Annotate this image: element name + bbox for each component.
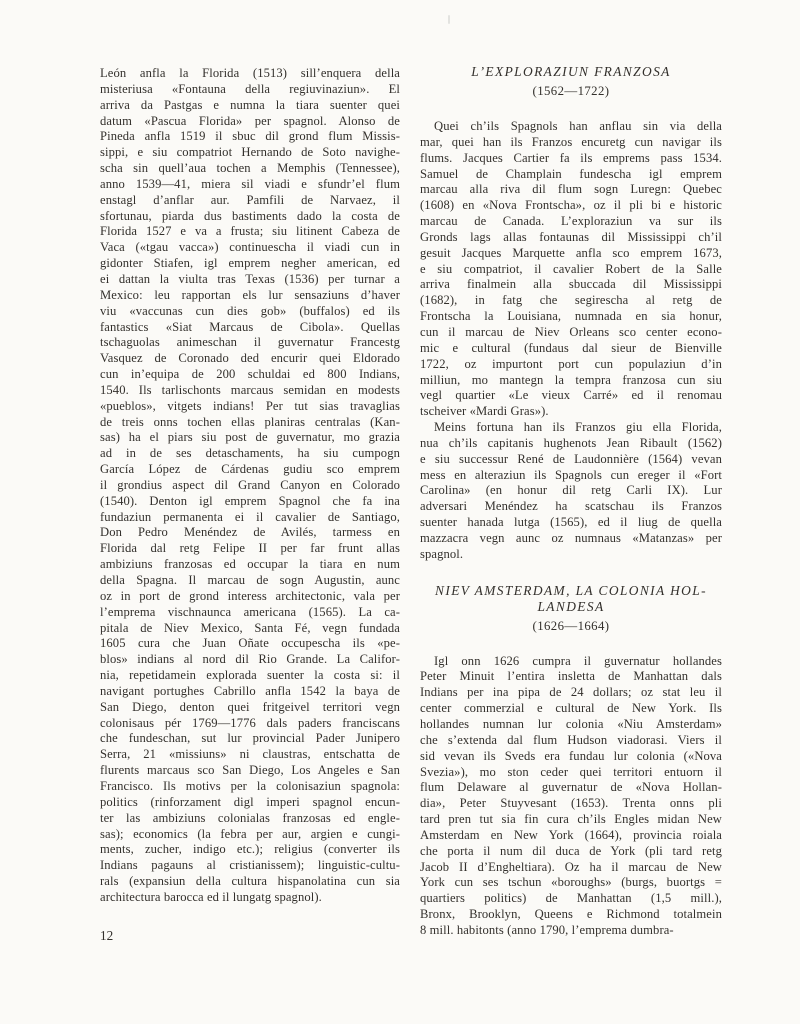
text-line: adversari Menéndez ha scatschau ils Franzos bbox=[420, 499, 722, 514]
text-line: anno 1539—41, miera sil viadi e sfundr’el flum bbox=[100, 176, 400, 191]
text-line: ments, zucher, indigo etc.); religius (converter ils bbox=[100, 842, 400, 857]
text-line: che fundeschan, sut lur provincial Pader Junipero bbox=[100, 731, 400, 746]
text-line: quartiers politics) de Manhattan (1,5 mill.), bbox=[420, 891, 722, 906]
text-line: navigant portughes Cabrillo anfla 1542 la baya de bbox=[100, 683, 400, 698]
text-line: colonisaus pér 1769—1776 dals paders franciscans bbox=[100, 715, 400, 730]
text-line: Meins fortuna han ils Franzos giu ella Florida, bbox=[434, 420, 722, 435]
text-line: sippi, e siu compatriot Hernando de Soto navighe- bbox=[100, 145, 400, 160]
text-line: viu «vaccunas cun dies gob» (buffalos) ed ils bbox=[100, 303, 400, 318]
text-line: sid vevan ils Sveds era fundau lur colonia («Nova bbox=[420, 748, 722, 763]
text-line: York cun ses tschun «boroughs» (burgs, buortgs = bbox=[420, 875, 722, 890]
text-line: rals (expansiun della cultura hispanolatina cun sia bbox=[100, 874, 400, 889]
text-line: Igl onn 1626 cumpra il guvernatur hollandes bbox=[434, 653, 722, 668]
text-line: Indians pagauns al cristianissem); linguistic-cultu- bbox=[100, 858, 400, 873]
text-line: oz in port de grond interess architectonic, vala per bbox=[100, 588, 400, 603]
text-line: blos» indians al nord dil Rio Grande. La Califor- bbox=[100, 652, 400, 667]
text-line: e siu successur René de Laudonnière (1564) vevan bbox=[420, 451, 722, 466]
text-line: flum Delaware al guvernatur de «Nova Hollan- bbox=[420, 780, 722, 795]
text-line: nua ch’ils capitanis hughenots Jean Ribault (1562) bbox=[420, 435, 722, 450]
text-line: Indians per ina pipa de 24 dollars; oz stat leu il bbox=[420, 685, 722, 700]
text-line: San Diego, denton quei fritgeivel territori vegn bbox=[100, 699, 400, 714]
text-line: arriva da Pastgas e numna la tiara suenter quei bbox=[100, 97, 400, 112]
page-number: 12 bbox=[100, 928, 114, 943]
text-line: Vaca («tgau vacca») continuescha il viadi cun in bbox=[100, 240, 400, 255]
text-line: dia», Peter Stuyvesant (1653). Trenta onns pli bbox=[420, 796, 722, 811]
text-line: center commerzial e cultural de New York. Ils bbox=[420, 701, 722, 716]
text-line: pitala de Niev Mexico, Santa Fé, vegn fundada bbox=[100, 620, 400, 635]
text-line: tschaguolas animeschan il guvernatur Francestg bbox=[100, 335, 400, 350]
text-line: ter las ambiziuns colonialas franzosas ed engle- bbox=[100, 810, 400, 825]
text-line: Gronds lags allas fontaunas dil Mississippi ch’il bbox=[420, 229, 722, 244]
text-line: mazzacra vegn aunc oz numnaus «Matanzas» per bbox=[420, 530, 722, 545]
text-line: hollandes numnan lur colonia «Niu Amsterdam» bbox=[420, 717, 722, 731]
text-line: gidonter Stiafen, igl emprem negher american, ed bbox=[100, 256, 400, 271]
text-line: e siu compatriot, il cavalier Robert de la Salle bbox=[420, 261, 722, 276]
text-line: datum «Pascua Florida» per spagnol. Alonso de bbox=[100, 113, 400, 128]
text-line: Samuel de Champlain fundescha igl emprem bbox=[420, 166, 722, 181]
text-line: politics (rinforzament digl imperi spagnol encun- bbox=[100, 794, 400, 809]
text-line: vegl quartier «Le vieux Carré» ed il renomau bbox=[420, 388, 722, 403]
text-line: Vasquez de Coronado ded encurir quei Eldorado bbox=[100, 351, 400, 366]
text-line: spagnol. bbox=[420, 546, 464, 561]
text-line: ambiziuns franzosas ed occupar la tiara en num bbox=[100, 557, 400, 572]
text-line: misteriusa «Fontauna della regiuvinaziun». El bbox=[100, 81, 400, 96]
section-heading bbox=[420, 64, 722, 99]
text-line: Amsterdam en New York (1664), provincia roiala bbox=[420, 827, 722, 842]
section-heading-line: NIEV AMSTERDAM, LA COLONIA HOL- bbox=[435, 582, 707, 598]
text-line: mess en alteraziun ils Spagnols cun ereger il «Fort bbox=[420, 467, 722, 482]
section-heading-line: LANDESA bbox=[537, 598, 605, 614]
text-line: arriva finalmein alla sbuccada dil Mississippi bbox=[420, 277, 722, 292]
text-line: che s’extenda dal flum Hudson viadorasi. Viers il bbox=[420, 732, 722, 747]
text-line: flurents marcaus sco San Diego, Los Angeles e San bbox=[100, 763, 400, 778]
text-line: milliun, mo mantegn la tempra franzosa cun siu bbox=[420, 372, 722, 387]
text-line: Peter Minuit l’entira insletta de Manhattan dals bbox=[420, 669, 722, 684]
section-heading-dates: (1626—1664) bbox=[532, 618, 610, 633]
text-line: Quei ch’ils Spagnols han anflau sin via della bbox=[434, 119, 722, 133]
text-line: tard pren tut sia fin cura ch’ils Engles midan New bbox=[420, 812, 722, 827]
text-line: marcau alla riva dil flum sogn Luregn: Quebec bbox=[420, 182, 722, 197]
text-line: Frontscha la Louisiana, numnada en sia honur, bbox=[420, 309, 722, 324]
text-line: sfortunau, piarda dus bastiments dado la costa de bbox=[100, 208, 400, 223]
text-line: Pineda anfla 1519 il sbuc dil grond flum Missis- bbox=[100, 129, 400, 144]
text-line: ei dattan la viulta tras Texas (1536) per turnar a bbox=[100, 271, 400, 286]
text-line: Francisco. Ils motivs per la colonisaziun spagnola: bbox=[100, 778, 400, 793]
text-line: Florida dal retg Felipe II per far frunt allas bbox=[100, 541, 400, 556]
section-heading bbox=[420, 583, 722, 634]
text-line: de treis onns tochen ellas planiras centralas (Kan- bbox=[100, 414, 400, 429]
text-line: gesuit Jacques Marquette anfla sco emprem 1673, bbox=[420, 245, 722, 260]
text-line: mic e cultural (fundaus dal sieur de Bienville bbox=[420, 340, 722, 355]
text-line: della Spagna. Il marcau de sogn Augustin, aunc bbox=[100, 573, 400, 587]
text-line: cun in’equipa de 200 schuldai ed 800 Indians, bbox=[100, 367, 400, 382]
text-line: architectura barocca ed il lungatg spagnol). bbox=[100, 889, 322, 904]
text-line: Florida 1527 e va a frusta; siu litinent Cabeza de bbox=[100, 224, 400, 239]
text-line: scha sin quell’aua tochen a Memphis (Tennessee), bbox=[100, 161, 400, 176]
text-line: 1722, oz impurtont port cun populaziun d’in bbox=[420, 356, 722, 371]
text-line: (1540). Denton igl emprem Spagnol che fa ina bbox=[100, 493, 400, 508]
text-line: Don Pedro Menéndez de Avilés, tarmess en bbox=[100, 525, 400, 540]
text-line: Svezia»), mo ston ceder quei territori entuorn il bbox=[420, 764, 722, 779]
text-line: suenter hanada lutga (1565), ed il liug de quella bbox=[420, 515, 722, 530]
text-line: (1682), in fatg che segirescha al retg de bbox=[420, 293, 722, 308]
text-line: «pueblos», vitgets indians! Per tut sias travaglias bbox=[100, 398, 400, 413]
text-line: Bronx, Brooklyn, Queens e Richmond totalmein bbox=[420, 907, 722, 922]
text-line: 8 mill. habitonts (anno 1790, l’emprema dumbra- bbox=[420, 922, 674, 937]
text-line: tscheiver «Mardi Gras»). bbox=[420, 404, 549, 419]
text-line: enstagl d’anflar aur. Pamfili de Narvaez, il bbox=[100, 192, 400, 207]
text-line: l’emprema vischnaunca americana (1565). La ca- bbox=[100, 604, 400, 619]
paragraph bbox=[100, 66, 400, 906]
text-line: che porta il num dil duca de York (pli tard retg bbox=[420, 843, 722, 858]
right-text-column bbox=[420, 64, 722, 939]
scan-artifact-mark bbox=[448, 15, 450, 24]
left-text-column bbox=[100, 66, 400, 906]
text-line: (1608) en «Nova Frontscha», oz il pli bi e historic bbox=[420, 198, 722, 213]
text-line: Mexico: leu rapportan els lur sensaziuns d’haver bbox=[100, 287, 400, 302]
paragraph bbox=[420, 420, 722, 563]
text-line: cun il marcau de Niev Orleans sco center econo- bbox=[420, 324, 722, 339]
text-line: sas); economics (la febra per aur, argien e cungi- bbox=[100, 826, 400, 841]
text-line: León anfla la Florida (1513) sill’enquera della bbox=[100, 66, 400, 80]
text-line: 1605 cura che Juan Oñate occupescha ils «pe- bbox=[100, 636, 400, 651]
text-line: García López de Cárdenas gudiu sco emprem bbox=[100, 462, 400, 477]
text-line: fundaziun permanenta ei il cavalier de Santiago, bbox=[100, 509, 400, 524]
text-line: mar, quei han ils Franzos encuretg cun navigar ils bbox=[420, 134, 722, 149]
text-line: nia, repetidamein explorada suenter la costa si: il bbox=[100, 668, 400, 683]
section-heading-line: L’EXPLORAZIUN FRANZOSA bbox=[471, 64, 671, 79]
text-line: 1540. Ils tarlischonts marcaus semidan en modests bbox=[100, 382, 400, 397]
text-line: fantastics «Siat Marcaus de Cibola». Quellas bbox=[100, 319, 400, 334]
text-line: sas) ha el piars siu post de guvernatur, mo grazia bbox=[100, 430, 400, 445]
text-line: marcau de Canada. L’exploraziun va sur ils bbox=[420, 214, 722, 229]
section-heading-dates: (1562—1722) bbox=[532, 84, 610, 98]
text-line: il grondius aspect dil Grand Canyon en Colorado bbox=[100, 477, 400, 492]
text-line: flums. Jacques Cartier fa ils emprems pass 1534. bbox=[420, 150, 722, 165]
text-line: Serra, 21 «missiuns» ni claustras, entschatta de bbox=[100, 747, 400, 762]
paragraph bbox=[420, 119, 722, 420]
text-line: Carolina» (en honur dil retg Carli IX). Lur bbox=[420, 483, 722, 498]
text-line: Jacob II d’Engheltiara). Oz ha il marcau de New bbox=[420, 859, 722, 874]
text-line: ad in de ses detaschaments, ha siu cumpogn bbox=[100, 446, 400, 461]
paragraph bbox=[420, 654, 722, 939]
